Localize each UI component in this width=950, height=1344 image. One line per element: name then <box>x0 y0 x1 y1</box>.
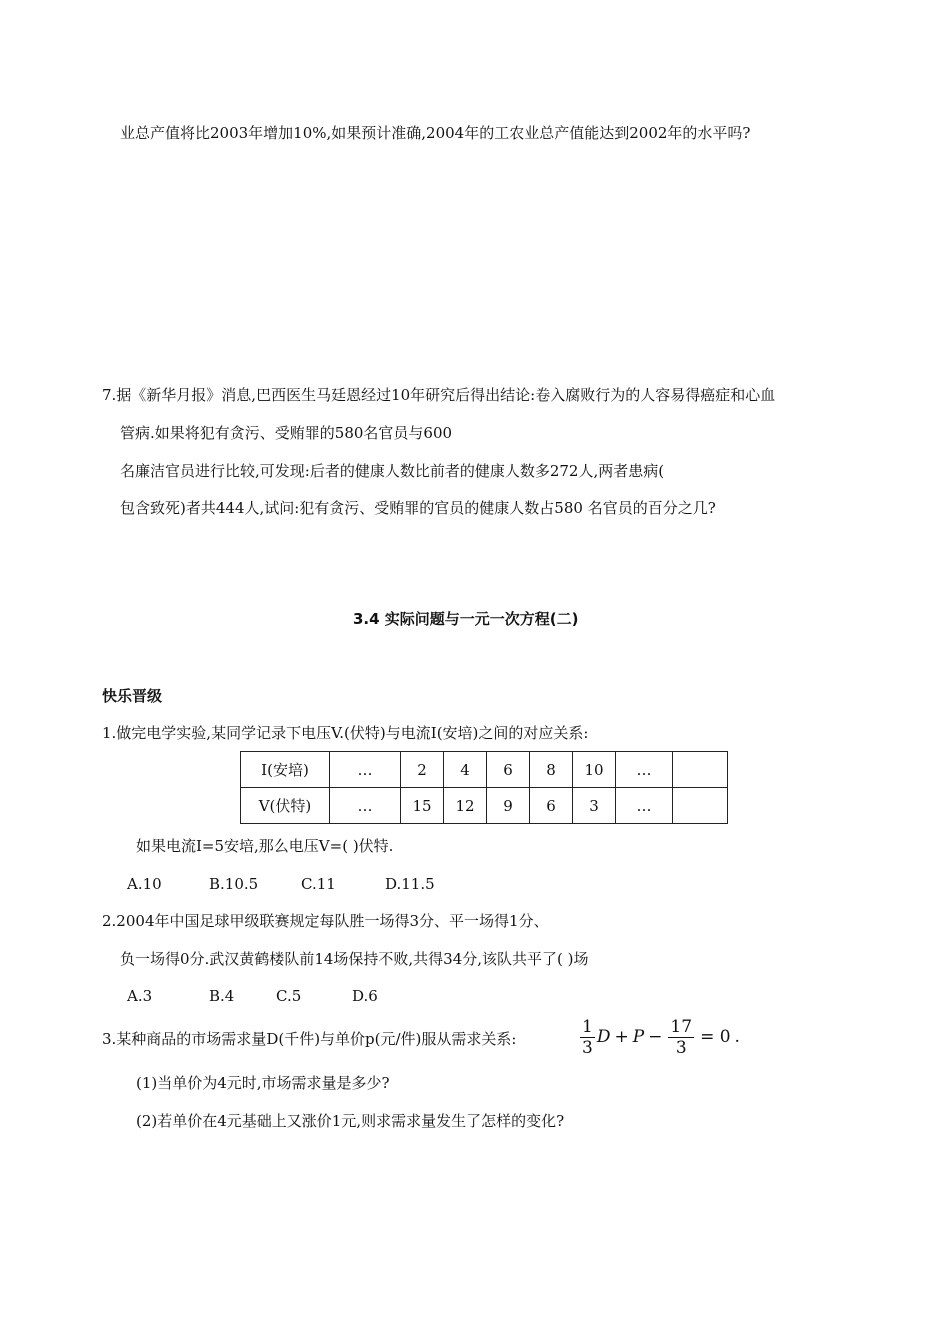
subsection-title: 快乐晋级 <box>102 687 163 705</box>
question-3-stem: 3.某种商品的市场需求量D(千件)与单价p(元/件)服从需求关系: <box>102 1030 517 1048</box>
q2-option-b: B.4 <box>209 987 235 1005</box>
q1-option-a: A.10 <box>127 875 162 893</box>
question-1-prompt: 如果电流I=5安培,那么电压V=( )伏特. <box>136 837 394 855</box>
fraction-one-third <box>580 1017 595 1058</box>
fraction-denominator: 3 <box>675 1038 687 1058</box>
q2-option-d: D.6 <box>352 987 378 1005</box>
demand-formula <box>578 1017 740 1058</box>
table-cell <box>673 752 728 788</box>
table-cell: 2 <box>401 752 444 788</box>
minus-sign: − <box>648 1027 663 1047</box>
q1-option-d: D.11.5 <box>385 875 435 893</box>
question-1-stem: 1.做完电学实验,某同学记录下电压V.(伏特)与电流I(安培)之间的对应关系: <box>102 724 589 742</box>
table-cell: 8 <box>530 752 573 788</box>
table-row <box>241 788 728 824</box>
table-cell: 12 <box>444 788 487 824</box>
table-cell: … <box>330 752 401 788</box>
formula-period: . <box>734 1027 740 1047</box>
voltage-current-table <box>240 751 728 824</box>
plus-sign: + <box>614 1027 629 1047</box>
question-2-line-1: 2.2004年中国足球甲级联赛规定每队胜一场得3分、平一场得1分、 <box>102 912 549 930</box>
q1-option-c: C.11 <box>301 875 336 893</box>
variable-d: D <box>596 1027 611 1047</box>
variable-p: P <box>632 1027 645 1047</box>
table-cell: 15 <box>401 788 444 824</box>
fraction-numerator: 17 <box>670 1017 693 1037</box>
table-cell: … <box>616 752 673 788</box>
question-3-sub-1: (1)当单价为4元时,市场需求量是多少? <box>136 1074 390 1092</box>
question-7-line-3: 名廉洁官员进行比较,可发现:后者的健康人数比前者的健康人数多272人,两者患病( <box>120 462 665 480</box>
table-cell: I(安培) <box>241 752 330 788</box>
table-cell: … <box>616 788 673 824</box>
table-cell: 6 <box>487 752 530 788</box>
table-cell: 6 <box>530 788 573 824</box>
fraction-numerator: 1 <box>582 1017 593 1037</box>
question-7-line-2: 管病.如果将犯有贪污、受贿罪的580名官员与600 <box>120 424 453 442</box>
q1-option-b: B.10.5 <box>209 875 259 893</box>
table-cell: 4 <box>444 752 487 788</box>
fraction-seventeen-thirds <box>668 1017 694 1058</box>
question-3-sub-2: (2)若单价在4元基础上又涨价1元,则求需求量发生了怎样的变化? <box>136 1112 565 1130</box>
section-title: 3.4 实际问题与一元一次方程(二) <box>353 610 579 628</box>
table-cell: 10 <box>573 752 616 788</box>
question-7-line-4: 包含致死)者共444人,试问:犯有贪污、受贿罪的官员的健康人数占580 名官员的百分之几? <box>120 499 716 517</box>
table-row <box>241 752 728 788</box>
table-cell <box>673 788 728 824</box>
q2-option-c: C.5 <box>276 987 302 1005</box>
question-7-line-1: 7.据《新华月报》消息,巴西医生马廷恩经过10年研究后得出结论:卷入腐败行为的人容易得癌症和心血 <box>102 386 776 404</box>
equals-zero: = 0 <box>700 1027 731 1047</box>
continued-text: 业总产值将比2003年增加10%,如果预计准确,2004年的工农业总产值能达到2002年的水平吗? <box>120 124 751 142</box>
q2-option-a: A.3 <box>127 987 153 1005</box>
table-cell: 3 <box>573 788 616 824</box>
table-cell: 9 <box>487 788 530 824</box>
fraction-denominator: 3 <box>582 1038 593 1058</box>
table-cell: … <box>330 788 401 824</box>
question-2-line-2: 负一场得0分.武汉黄鹤楼队前14场保持不败,共得34分,该队共平了( )场 <box>120 950 589 968</box>
table-cell: V(伏特) <box>241 788 330 824</box>
